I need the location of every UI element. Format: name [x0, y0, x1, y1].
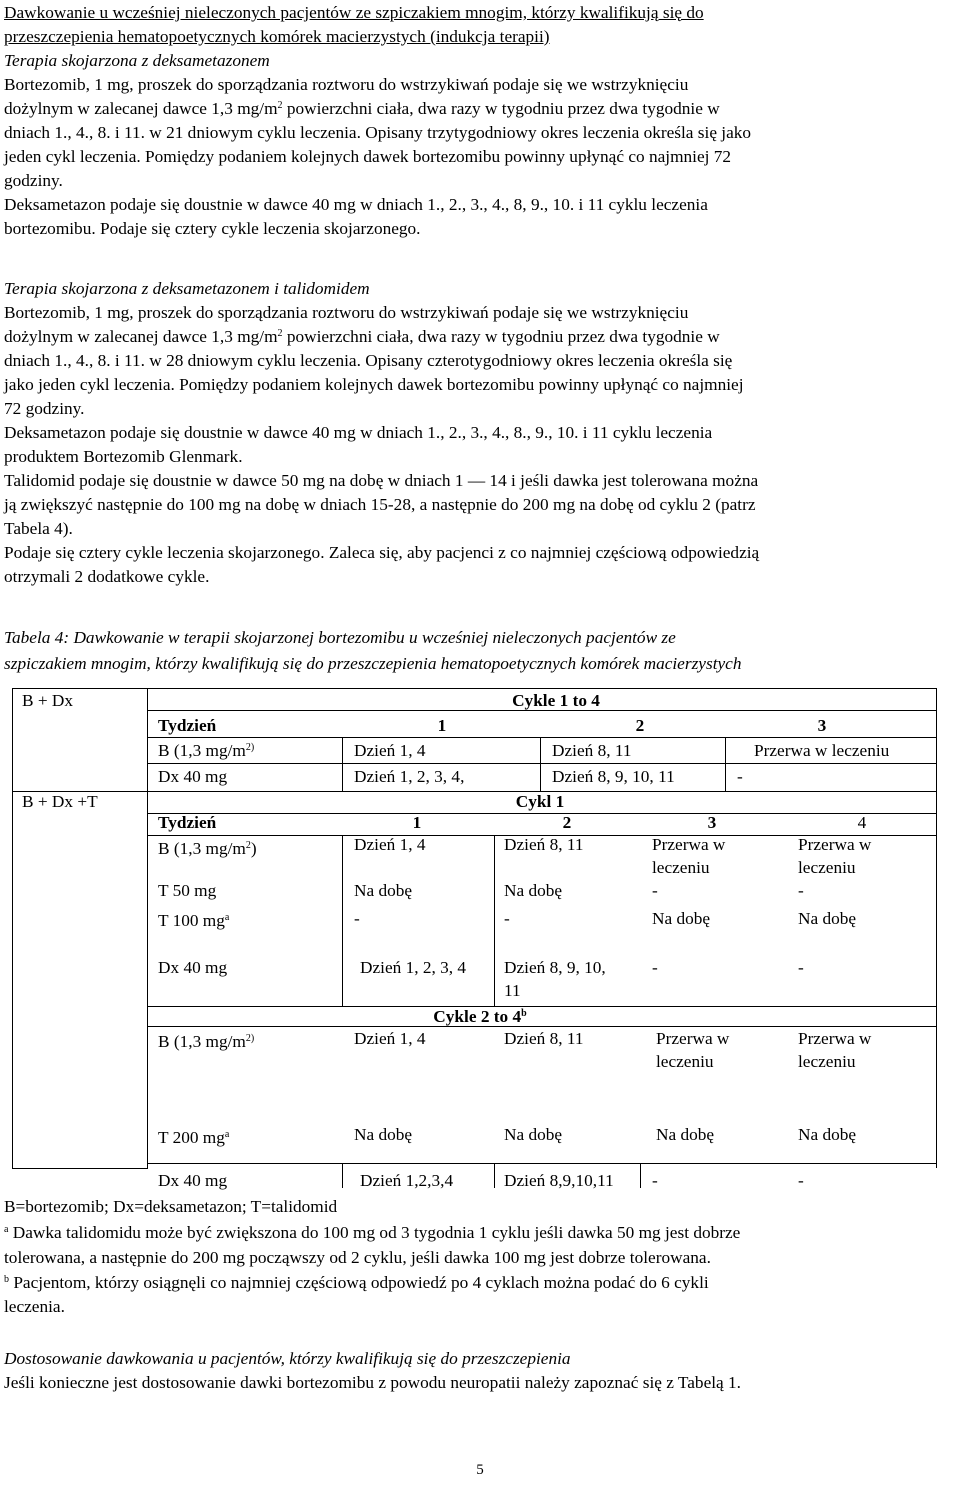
- paragraph-line: Deksametazon podaje się doustnie w dawce 40 mg w dniach 1., 2., 3., 4., 8, 9., 10. i 11 cyklu leczenia: [4, 195, 708, 214]
- cell: Przerwa w: [656, 1029, 730, 1048]
- paragraph-line: 72 godziny.: [4, 399, 85, 418]
- footnote-a-cont: tolerowana, a następnie do 200 mg począwszy od 2 cyklu, jeśli dawka 100 mg jest dobrze tolerowana.: [4, 1248, 711, 1267]
- col-line: [342, 737, 343, 791]
- cell: Na dobę: [798, 909, 857, 928]
- paragraph-line: bortezomibu. Podaje się cztery cykle leczenia skojarzonego.: [4, 219, 421, 238]
- paragraph-line: jako jeden cykl leczenia. Pomiędzy podaniem kolejnych dawek bortezomibu powinny upłynąć co najmniej: [4, 375, 744, 394]
- row-label-dexamethasone: Dx 40 mg: [158, 958, 228, 977]
- week-2: 2: [635, 716, 645, 735]
- subheading-thalidomide: Terapia skojarzona z deksametazonem i talidomidem: [4, 279, 370, 298]
- paragraph-line: godziny.: [4, 171, 63, 190]
- paragraph-line: ją zwiększyć następnie do 100 mg na dobę w dniach 15-28, a następnie do 200 mg na dobę od cyklu 2 (patrz: [4, 495, 756, 514]
- table-caption-line-2: szpiczakiem mnogim, którzy kwalifikują się do przeszczepienia hematopoetycznych komórek macierzystych: [4, 654, 742, 673]
- row-line: [147, 1006, 936, 1007]
- cycle-header-1-4: Cykle 1 to 4: [512, 691, 600, 710]
- cell: -: [354, 909, 360, 928]
- cell: Przerwa w: [798, 1029, 872, 1048]
- regimen-label-bdxt: B + Dx +T: [22, 792, 98, 811]
- footnote-b: $^b$ Pacjentom, którzy osiągnęli co najmniej częściową odpowiedź po 4 cyklach można podać do 6 cykli: [4, 1273, 709, 1292]
- col-line: [640, 1163, 641, 1188]
- cell: -: [652, 958, 658, 977]
- heading-line-2: przeszczepienia hematopoetycznych komórek macierzystych (indukcja terapii): [4, 27, 550, 46]
- row-line: [147, 1163, 936, 1164]
- footnote-a: $^a$ Dawka talidomidu może być zwiększona do 100 mg od 3 tygodnia 1 cyklu jeśli dawka 50 mg jest dobrze: [4, 1223, 741, 1242]
- paragraph-line: Deksametazon podaje się doustnie w dawce 40 mg w dniach 1., 2., 3., 4., 8., 9., 10. i 11 cyklu leczenia: [4, 423, 713, 442]
- cycle-header-1: Cykl 1: [515, 792, 565, 811]
- table-border-bottom-left: [12, 1168, 148, 1169]
- heading-line-1: Dawkowanie u wcześniej nieleczonych pacjentów ze szpiczakiem mnogim, którzy kwalifikują się do: [4, 3, 704, 22]
- paragraph-line: otrzymali 2 dodatkowe cykle.: [4, 567, 210, 586]
- cell: Dzień 1, 4: [354, 1029, 426, 1048]
- paragraph-line: jeden cykl leczenia. Pomiędzy podaniem kolejnych dawek bortezomibu powinny upłynąć co najmniej 72: [4, 147, 732, 166]
- cell: Na dobę: [504, 881, 563, 900]
- cell: 11: [504, 981, 521, 1000]
- cell: leczeniu: [798, 1052, 856, 1071]
- regimen-label-bdx: B + Dx: [22, 691, 74, 710]
- subheading-dexamethasone: Terapia skojarzona z deksametazonem: [4, 51, 270, 70]
- footnote-b-cont: leczenia.: [4, 1297, 65, 1316]
- col-line: [725, 737, 726, 791]
- cell: Dzień 8, 9, 10,: [504, 958, 606, 977]
- row-label-thalidomide-50: T 50 mg: [158, 881, 217, 900]
- cell: Na dobę: [504, 1125, 563, 1144]
- week-header: Tydzień: [158, 813, 217, 832]
- paragraph-line: Podaje się cztery cykle leczenia skojarzonego. Zaleca się, aby pacjenci z co najmniej częściową odpowiedzią: [4, 543, 760, 562]
- paragraph-line: Bortezomib, 1 mg, proszek do sporządzania roztworu do wstrzykiwań podaje się we wstrzyknięciu: [4, 303, 689, 322]
- cell: -: [652, 881, 658, 900]
- cell: Przerwa w leczeniu: [754, 741, 890, 760]
- row-label-thalidomide-200: T 200 $mg^a$: [158, 1128, 230, 1147]
- week-3: 3: [817, 716, 827, 735]
- cell: Na dobę: [652, 909, 711, 928]
- week-1: 1: [412, 813, 422, 832]
- table-border-right: [936, 688, 937, 1168]
- table-caption-line-1: Tabela 4: Dawkowanie w terapii skojarzonej bortezomibu u wcześniej nieleczonych pacjentów ze: [4, 628, 676, 647]
- cycle-header-2-4: Cykle 2 to 4$^b$: [433, 1007, 527, 1026]
- table-border-top: [12, 688, 936, 689]
- paragraph-line: dożylnym w zalecanej dawce 1,3 $mg/m^2$ powierzchni ciała, dwa razy w tygodniu przez dwa tygodnie w: [4, 99, 720, 118]
- paragraph-line: dożylnym w zalecanej dawce 1,3 $mg/m^2$ powierzchni ciała, dwa razy w tygodniu przez dwa tygodnie w: [4, 327, 720, 346]
- paragraph-line: produktem Bortezomib Glenmark.: [4, 447, 243, 466]
- row-line: [147, 763, 936, 764]
- col-line: [540, 737, 541, 791]
- row-label-thalidomide-100: T 100 $mg^a$: [158, 911, 230, 930]
- week-1: 1: [437, 716, 447, 735]
- cell: Dzień 1, 4: [354, 835, 426, 854]
- cell: -: [798, 958, 804, 977]
- cell: Na dobę: [354, 1125, 413, 1144]
- cell: leczeniu: [652, 858, 710, 877]
- cell: leczeniu: [656, 1052, 714, 1071]
- week-4: 4: [857, 813, 867, 832]
- cell: Dzień 1, 4: [354, 741, 426, 760]
- cell: Dzień 1,2,3,4: [360, 1171, 454, 1190]
- cell: -: [798, 1171, 804, 1190]
- row-line: [147, 737, 936, 738]
- cell: Dzień 8, 11: [552, 741, 632, 760]
- row-label-dexamethasone: Dx 40 mg: [158, 1171, 228, 1190]
- paragraph-line: Tabela 4).: [4, 519, 73, 538]
- row-line: [147, 1026, 936, 1027]
- cell: Dzień 8, 9, 10, 11: [552, 767, 675, 786]
- paragraph-line: dniach 1., 4., 8. i 11. w 21 dniowym cyklu leczenia. Opisany trzytygodniowy okres leczenia określa się jako: [4, 123, 752, 142]
- page-number: 5: [476, 1462, 484, 1478]
- week-3: 3: [707, 813, 717, 832]
- cell: -: [798, 881, 804, 900]
- paragraph-line: Jeśli konieczne jest dostosowanie dawki bortezomibu z powodu neuropatii należy zapoznać się z Tabelą 1.: [4, 1373, 742, 1392]
- cell: Na dobę: [656, 1125, 715, 1144]
- row-label-dexamethasone: Dx 40 mg: [158, 767, 228, 786]
- table-label-divider: [147, 688, 148, 1168]
- row-line: [147, 813, 936, 814]
- cell: Przerwa w: [798, 835, 872, 854]
- cell: -: [737, 767, 743, 786]
- paragraph-line: Bortezomib, 1 mg, proszek do sporządzania roztworu do wstrzykiwań podaje się we wstrzyknięciu: [4, 75, 689, 94]
- cell: Przerwa w: [652, 835, 726, 854]
- row-label-bortezomib: B (1,3 $mg/m^2$): [158, 839, 257, 858]
- cell: Dzień 8, 11: [504, 835, 584, 854]
- cell: Dzień 1, 2, 3, 4,: [354, 767, 465, 786]
- cell: -: [652, 1171, 658, 1190]
- table-border-left: [12, 688, 13, 1168]
- cell: Dzień 8, 11: [504, 1029, 584, 1048]
- col-line: [494, 835, 495, 1006]
- col-line: [494, 1163, 495, 1188]
- cell: Na dobę: [798, 1125, 857, 1144]
- col-line: [342, 835, 343, 1006]
- table-divider: [12, 791, 936, 792]
- col-line: [342, 1163, 343, 1188]
- cell: leczeniu: [798, 858, 856, 877]
- paragraph-line: dniach 1., 4., 8. i 11. w 28 dniowym cyklu leczenia. Opisany czterotygodniowy okres leczenia określa się: [4, 351, 733, 370]
- paragraph-line: Talidomid podaje się doustnie w dawce 50 mg na dobę w dniach 1 — 14 i jeśli dawka jest tolerowana można: [4, 471, 759, 490]
- cell: Na dobę: [354, 881, 413, 900]
- week-header: Tydzień: [158, 716, 217, 735]
- cell: Dzień 8,9,10,11: [504, 1171, 614, 1190]
- cell: Dzień 1, 2, 3, 4: [360, 958, 467, 977]
- row-label-bortezomib: B (1,3 $mg/m^{2)}$: [158, 1032, 255, 1051]
- abbreviations-note: B=bortezomib; Dx=deksametazon; T=talidomid: [4, 1197, 338, 1216]
- subheading-dose-adjustment: Dostosowanie dawkowania u pacjentów, którzy kwalifikują się do przeszczepienia: [4, 1349, 571, 1368]
- week-2: 2: [562, 813, 572, 832]
- row-label-bortezomib: B (1,3 $mg/m^{2)}$: [158, 741, 255, 760]
- cell: -: [504, 909, 510, 928]
